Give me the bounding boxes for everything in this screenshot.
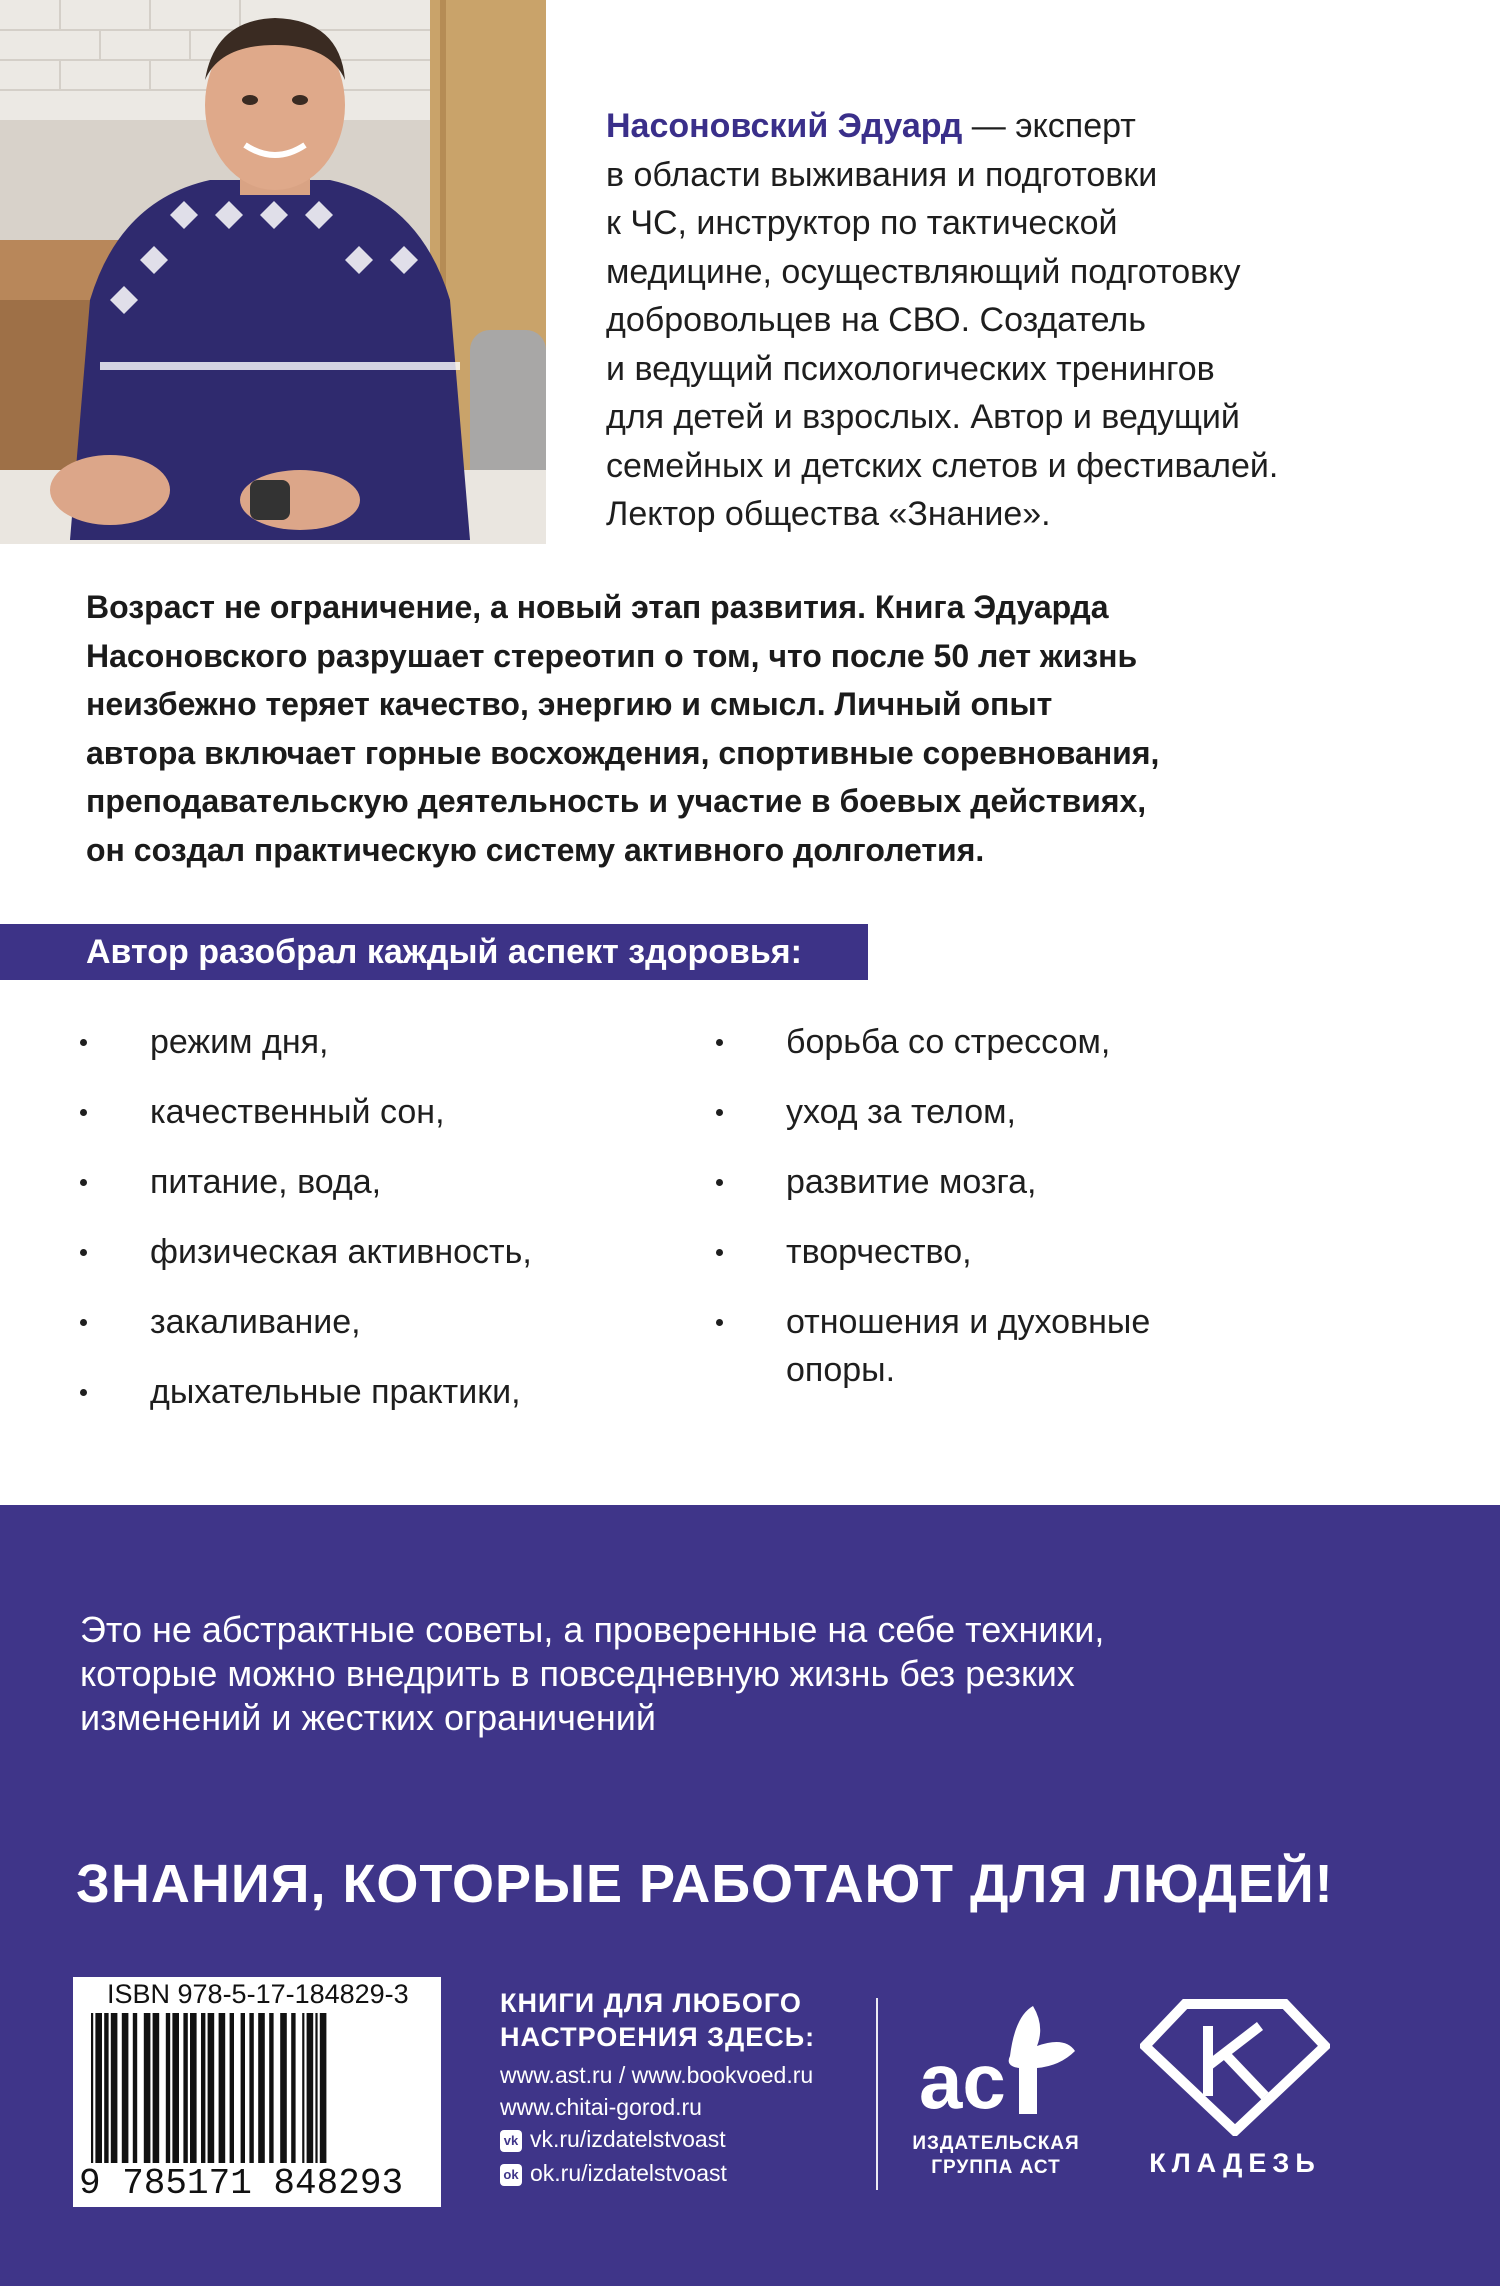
list-item: отношения и духовные опоры. [712,1298,1246,1394]
bio-line: и ведущий психологических тренингов [606,349,1215,388]
aspects-heading: Автор разобрал каждый аспект здоровья: [0,924,868,980]
barcode-bar [307,2013,314,2163]
list-item: питание, вода, [76,1158,676,1206]
ast-caption: ИЗДАТЕЛЬСКАЯ ГРУППА АСТ [912,2133,1080,2178]
barcode-bar [144,2013,151,2163]
barcode-bar [291,2013,295,2163]
slogan: ЗНАНИЯ, КОТОРЫЕ РАБОТАЮТ ДЛЯ ЛЮДЕЙ! [76,1854,1334,1914]
bullet-icon [716,1039,723,1046]
bio-line: в области выживания и подготовки [606,155,1158,194]
barcode-bar [280,2013,287,2163]
bullet-icon [80,1389,87,1396]
barcode-bar [241,2013,245,2163]
list-item: творчество, [712,1228,1452,1276]
barcode-bar [166,2013,170,2163]
barcode-bar [249,2013,253,2163]
aspects-list-right [712,1018,1452,1416]
list-item: борьба со стрессом, [712,1018,1452,1066]
barcode-bars [81,2013,433,2163]
isbn-digits: 9 785171 848293 [79,2163,404,2204]
ast-logo [915,1996,1085,2126]
list-item: физическая активность, [76,1228,676,1276]
list-item: режим дня, [76,1018,676,1066]
description-line: неизбежно теряет качество, энергию и смысл. Личный опыт [86,686,1053,722]
bio-line: семейных и детских слетов и фестивалей. [606,446,1279,485]
list-item: развитие мозга, [712,1158,1452,1206]
kladez-logo [1140,1996,1330,2136]
link-vk[interactable]: vk vk.ru/izdatelstvoast [500,2126,726,2153]
bullet-icon [716,1179,723,1186]
description-line: Насоновского разрушает стереотип о том, что после 50 лет жизнь [86,637,1138,674]
bullet-icon [80,1179,87,1186]
link-ast-bookvoed[interactable]: www.ast.ru / www.bookvoed.ru [500,2062,814,2088]
bio-line: Лектор общества «Знание». [606,495,1051,533]
aspects-list-left [76,1018,676,1438]
list-item: закаливание, [76,1298,676,1346]
kladez-caption: КЛАДЕЗЬ [1149,2148,1321,2178]
bullet-icon [80,1249,87,1256]
barcode-bar [183,2013,187,2163]
barcode-bar [190,2013,197,2163]
svg-text:ac: ac [919,2037,1006,2125]
description-line: Возраст не ограничение, а новый этап развития. Книга Эдуарда [86,589,1109,625]
bullet-icon [716,1249,723,1256]
description-line: преподавательскую деятельность и участие в боевых действиях, [86,783,1147,819]
author-photo [0,0,546,544]
quote [80,1608,1440,1740]
book-description [86,583,1426,874]
list-item: дыхательные практики, [76,1368,676,1416]
barcode-bar [91,2013,93,2163]
quote-line: которые можно внедрить в повседневную жизнь без резких [80,1653,1075,1694]
bio-line: медицине, осуществляющий подготовку [606,252,1241,291]
barcode-bar [153,2013,160,2163]
description-line: автора включает горные восхождения, спортивные соревнования, [86,734,1160,771]
barcode-bar [302,2013,304,2163]
link-ok[interactable]: ok ok.ru/izdatelstvoast [500,2160,727,2187]
barcode-bar [122,2013,129,2163]
barcode-bar [315,2013,317,2163]
barcode-bar [111,2013,118,2163]
bio-line: Насоновский Эдуард — эксперт [606,107,1136,145]
barcode-bar [230,2013,234,2163]
bio-line: добровольцев на СВО. Создатель [606,301,1146,339]
list-item: уход за телом, [712,1088,1452,1136]
barcode-bar [320,2013,327,2163]
divider [876,1998,878,2190]
quote-line: Это не абстрактные советы, а проверенные на себе техники, [80,1609,1105,1650]
barcode-bar [172,2013,179,2163]
description-line: он создал практическую систему активного долголетия. [86,831,985,868]
link-chitai-gorod[interactable]: www.chitai-gorod.ru [500,2094,702,2120]
list-item: качественный сон, [76,1088,676,1136]
barcode-bar [95,2013,102,2163]
quote-line: изменений и жестких ограничений [80,1697,657,1738]
bio-line: к ЧС, инструктор по тактической [606,204,1118,242]
bullet-icon [80,1319,87,1326]
bullet-icon [80,1109,87,1116]
author-name: Насоновский Эдуард [606,107,963,145]
author-bio [606,102,1466,539]
bio-line: для детей и взрослых. Автор и ведущий [606,398,1240,436]
vk-icon: vk [500,2130,522,2152]
bullet-icon [80,1039,87,1046]
barcode-bar [201,2013,205,2163]
barcode-bar [104,2013,108,2163]
isbn-label: ISBN 978-5-17-184829-3 [107,1979,409,2009]
links-heading: КНИГИ ДЛЯ ЛЮБОГО НАСТРОЕНИЯ ЗДЕСЬ: [500,1988,816,2052]
barcode-bar [208,2013,215,2163]
barcode-bar [219,2013,226,2163]
barcode-bar [258,2013,265,2163]
barcode-bar [133,2013,137,2163]
bullet-icon [716,1109,723,1116]
barcode-bar [269,2013,273,2163]
barcode [73,1977,441,2207]
bullet-icon [716,1319,723,1326]
ok-icon: ok [500,2164,522,2186]
